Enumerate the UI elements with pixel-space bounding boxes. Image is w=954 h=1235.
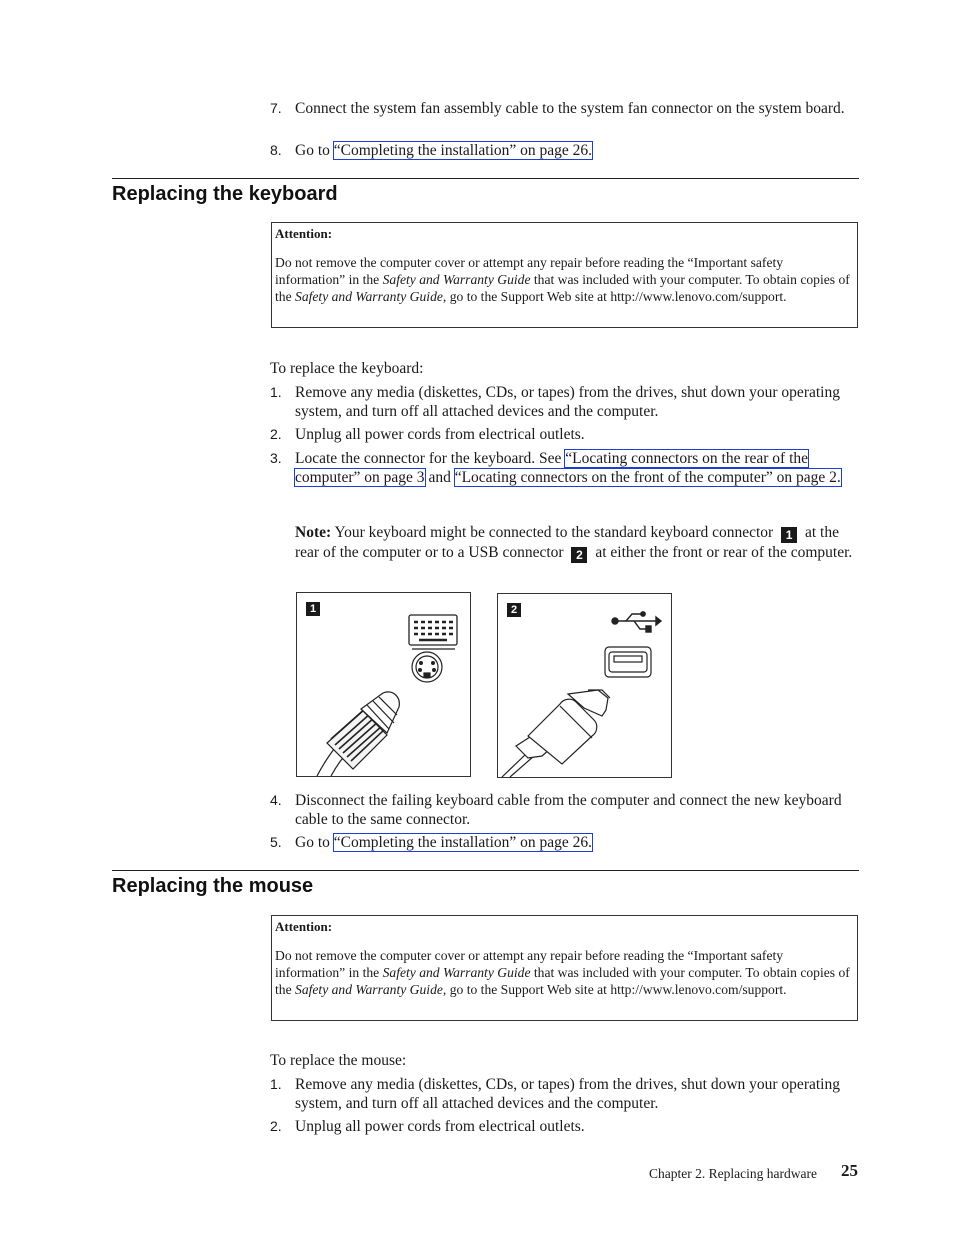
- completing-installation-link[interactable]: “Completing the installation” on page 26.: [333, 142, 593, 159]
- list-item: Unplug all power cords from electrical outlets.: [295, 426, 585, 443]
- list-number: 4.: [270, 792, 282, 808]
- footer-chapter: Chapter 2. Replacing hardware: [649, 1166, 817, 1181]
- note-paragraph: Note: Your keyboard might be connected to the standard keyboard connector 1 at the rear of the computer or to a USB connector 2 at either the front or rear of the computer.: [295, 524, 853, 562]
- list-number: 7.: [270, 100, 282, 116]
- note-label: Note:: [295, 524, 332, 541]
- list-number: 2.: [270, 426, 282, 442]
- figure-keyboard-connector: [296, 592, 471, 777]
- list-number: 1.: [270, 1076, 282, 1092]
- attention-box: [271, 222, 858, 328]
- list-item: [295, 449, 853, 487]
- list-item: Unplug all power cords from electrical outlets.: [295, 1118, 585, 1135]
- usb-port-icon: [605, 647, 651, 677]
- rear-connectors-link[interactable]: “Locating connectors on the rear of the computer” on page 3: [295, 450, 809, 486]
- guide-title: Safety and Warranty Guide: [382, 965, 531, 980]
- list-item: [295, 141, 855, 160]
- figure-badge: 2: [507, 603, 521, 617]
- procedure-intro: To replace the keyboard:: [270, 360, 424, 377]
- callout-2: 2: [571, 547, 587, 563]
- section-heading-keyboard: Replacing the keyboard: [112, 183, 338, 205]
- ps2-keyboard-connector-icon: [297, 593, 470, 776]
- completing-installation-link[interactable]: “Completing the installation” on page 26.: [333, 834, 593, 851]
- list-number: 1.: [270, 384, 282, 400]
- attention-text: Do not remove the computer cover or attempt any repair before reading the “Important safety information” in the Safety and Warranty Guide that was included with your computer. To obtain copies of the Safety and Warranty Guide, go to the Support Web site at http://www.lenovo.com/support.: [275, 948, 850, 997]
- usb-plug-icon: [502, 690, 610, 777]
- attention-text: Do not remove the computer cover or attempt any repair before reading the “Important safety information” in the Safety and Warranty Guide that was included with your computer. To obtain copies of the Safety and Warranty Guide, go to the Support Web site at http://www.lenovo.com/support.: [275, 255, 850, 304]
- front-connectors-link[interactable]: “Locating connectors on the front of the computer” on page 2.: [454, 469, 841, 486]
- ps2-plug-icon: [317, 692, 399, 776]
- usb-symbol-icon: [612, 612, 661, 632]
- figure-usb-connector: [497, 593, 672, 778]
- attention-title: Attention:: [275, 919, 333, 934]
- step-text: Go to: [295, 834, 334, 851]
- list-number: 5.: [270, 834, 282, 850]
- step-text: Locate the connector for the keyboard. See: [295, 450, 566, 467]
- list-item: Disconnect the failing keyboard cable from the computer and connect the new keyboard cable to the same connector.: [295, 792, 842, 828]
- step-text: and: [424, 469, 455, 486]
- usb-connector-icon: [498, 594, 671, 777]
- attention-box: [271, 915, 858, 1021]
- list-number: 8.: [270, 142, 282, 158]
- step-text: Go to: [295, 142, 334, 159]
- figure-badge: 1: [306, 602, 320, 616]
- list-number: 2.: [270, 1118, 282, 1134]
- section-heading-mouse: Replacing the mouse: [112, 875, 314, 897]
- list-item: Remove any media (diskettes, CDs, or tapes) from the drives, shut down your operating system, and turn off all attached devices and the computer.: [295, 384, 840, 420]
- callout-1: 1: [781, 527, 797, 543]
- list-item: Connect the system fan assembly cable to the system fan connector on the system board.: [295, 100, 845, 117]
- keyboard-icon: [409, 615, 457, 649]
- guide-title: Safety and Warranty Guide: [295, 289, 443, 304]
- list-item: [295, 833, 855, 852]
- procedure-intro: To replace the mouse:: [270, 1052, 407, 1069]
- section-divider: [112, 870, 859, 871]
- section-divider: [112, 178, 859, 179]
- list-item: Remove any media (diskettes, CDs, or tapes) from the drives, shut down your operating system, and turn off all attached devices and the computer.: [295, 1076, 840, 1112]
- ps2-port-icon: [412, 652, 442, 682]
- list-number: 3.: [270, 450, 282, 466]
- guide-title: Safety and Warranty Guide: [295, 982, 443, 997]
- guide-title: Safety and Warranty Guide: [382, 272, 531, 287]
- page-number: 25: [841, 1161, 858, 1180]
- attention-title: Attention:: [275, 226, 333, 241]
